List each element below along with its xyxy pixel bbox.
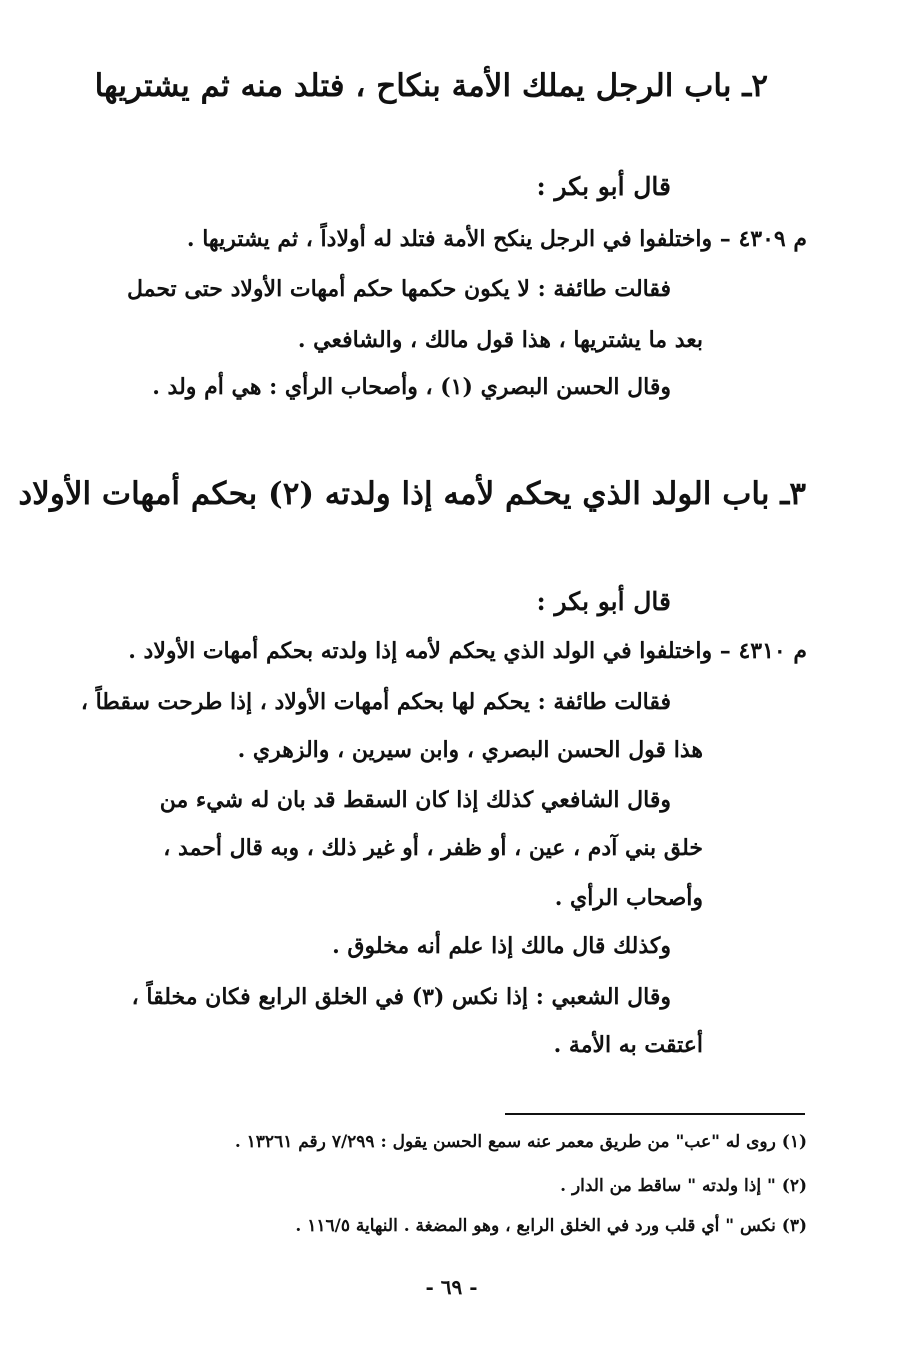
footnote: (١) روى له "عب" من طريق معمر عنه سمع الحسن يقول : ٧/٢٩٩ رقم ١٣٢٦١ .	[234, 1132, 807, 1152]
section-2-said: قال أبو بكر :	[536, 172, 671, 201]
paragraph-line: خلق بني آدم ، عين ، أو ظفر ، أو غير ذلك ، وبه قال أحمد ،	[163, 835, 703, 861]
footnote: (٢) " إذا ولدته " ساقط من الدار .	[560, 1176, 807, 1196]
paragraph-line: م ٤٣٠٩ – واختلفوا في الرجل ينكح الأمة فتلد له أولاداً ، ثم يشتريها .	[186, 226, 807, 252]
paragraph-line: بعد ما يشتريها ، هذا قول مالك ، والشافعي .	[297, 327, 703, 353]
paragraph-line: وكذلك قال مالك إذا علم أنه مخلوق .	[332, 933, 671, 959]
footnote: (٣) نكس " أي قلب ورد في الخلق الرابع ، وهو المضغة . النهاية ١١٦/٥ .	[295, 1216, 807, 1236]
paragraph-line: فقالت طائفة : لا يكون حكمها حكم أمهات الأولاد حتى تحمل	[126, 276, 671, 302]
page-number: - ٦٩ -	[425, 1275, 478, 1299]
paragraph-line: أعتقت به الأمة .	[553, 1032, 703, 1058]
section-3-heading: ٣ـ باب الولد الذي يحكم لأمه إذا ولدته (٢) بحكم أمهات الأولاد	[18, 476, 806, 512]
footnote-divider	[505, 1113, 805, 1115]
paragraph-line: وقال الشافعي كذلك إذا كان السقط قد بان له شيء من	[159, 787, 671, 813]
section-3-said: قال أبو بكر :	[536, 587, 671, 616]
paragraph-line: وأصحاب الرأي .	[554, 885, 703, 911]
section-2-heading: ٢ـ باب الرجل يملك الأمة بنكاح ، فتلد منه ثم يشتريها	[94, 68, 768, 104]
paragraph-line: هذا قول الحسن البصري ، وابن سيرين ، والزهري .	[237, 737, 703, 763]
paragraph-line: وقال الشعبي : إذا نكس (٣) في الخلق الرابع فكان مخلقاً ،	[131, 984, 671, 1010]
paragraph-line: فقالت طائفة : يحكم لها بحكم أمهات الأولاد ، إذا طرحت سقطاً ،	[80, 689, 671, 715]
paragraph-line: وقال الحسن البصري (١) ، وأصحاب الرأي : هي أم ولد .	[152, 374, 671, 400]
paragraph-line: م ٤٣١٠ – واختلفوا في الولد الذي يحكم لأمه إذا ولدته بحكم أمهات الأولاد .	[128, 638, 807, 664]
